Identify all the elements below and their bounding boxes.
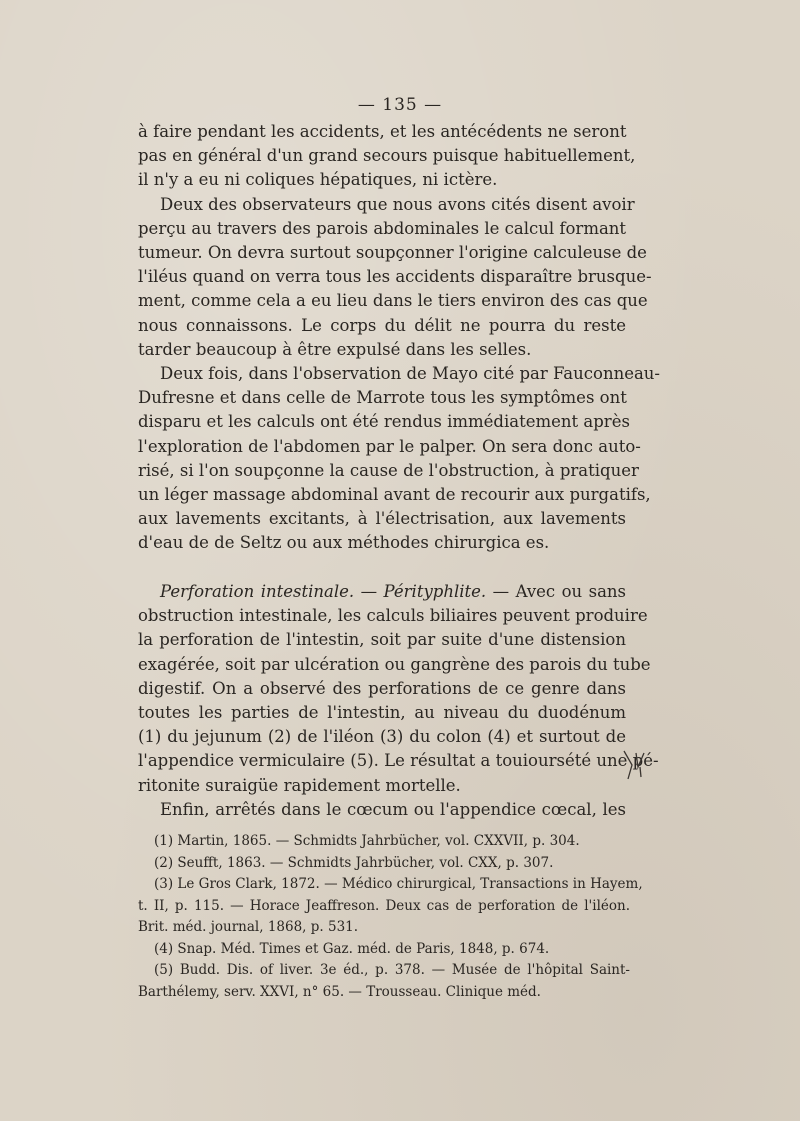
handwritten-margin-mark-icon — [620, 745, 660, 785]
text-line: Dufresne et dans celle de Marrote tous les symptômes ont — [138, 388, 627, 408]
section-heading-line — [138, 580, 626, 604]
text-line: (1) du jejunum (2) de l'iléon (3) du colon (4) et surtout de — [138, 727, 626, 747]
section-perforation — [138, 580, 659, 822]
text-line: digestif. On a observé des perforations de ce genre dans — [138, 678, 626, 698]
footnotes — [138, 831, 643, 1003]
footnote-4: (4) Snap. Méd. Times et Gaz. méd. de Paris, 1848, p. 674. — [154, 940, 550, 957]
footnote-3: (3) Le Gros Clark, 1872. — Médico chirurgical, Transactions in Hayem, — [154, 876, 643, 892]
text-line: la perforation de l'intestin, soit par suite d'une distension — [138, 630, 626, 650]
text-line: obstruction intestinale, les calculs biliaires peuvent produire — [138, 606, 648, 626]
footnote-1: (1) Martin, 1865. — Schmidts Jahrbücher, vol. CXXVII, p. 304. — [154, 833, 580, 849]
text-line: exagérée, soit par ulcération ou gangrène des parois du tube — [138, 654, 651, 674]
text-line: Deux des observateurs que nous avons cités disent avoir — [160, 194, 635, 214]
footnote-3-cont: Brit. méd. journal, 1868, p. 531. — [138, 919, 359, 935]
text-line: il n'y a eu ni coliques hépatiques, ni ictère. — [138, 170, 498, 190]
footnote-5-cont: Barthélemy, serv. XXVI, n° 65. — Trousseau. Clinique méd. — [138, 983, 541, 1000]
text-line: l'iléus quand on verra tous les accidents disparaître brusque- — [138, 267, 652, 287]
text-line: un léger massage abdominal avant de recourir aux purgatifs, — [138, 485, 651, 505]
text-line: ment, comme cela a eu lieu dans le tiers environ des cas que — [138, 291, 648, 311]
text-line: l'exploration de l'abdomen par le palper. On sera donc auto- — [138, 436, 641, 456]
text-line: nous connaissons. Le corps du délit ne pourra du reste — [138, 315, 626, 335]
heading-continuation: — Avec ou sans — [486, 582, 626, 601]
text-line: à faire pendant les accidents, et les antécédents ne seront — [138, 122, 627, 141]
text-line: ritonite suraigüe rapidement mortelle. — [138, 775, 461, 795]
text-line: l'appendice vermiculaire (5). Le résultat a touioursété une pé- — [138, 751, 659, 771]
page-number: — 135 — — [357, 95, 443, 115]
footnote-2: (2) Seufft, 1863. — Schmidts Jahrbücher, vol. CXX, p. 307. — [154, 854, 554, 871]
text-line: tarder beaucoup à être expulsé dans les selles. — [138, 339, 532, 359]
section-heading-perforation: Perforation intestinale. — [160, 582, 355, 601]
text-line: pas en général d'un grand secours puisque habituellement, — [138, 146, 636, 166]
footnote-3-cont: t. II, p. 115. — Horace Jeaffreson. Deux cas de perforation de l'iléon. — [138, 897, 630, 914]
text-line: toutes les parties de l'intestin, au niveau du duodénum — [138, 703, 626, 723]
text-line: Deux fois, dans l'observation de Mayo cité par Fauconneau- — [160, 364, 661, 384]
text-line: disparu et les calculs ont été rendus immédiatement après — [138, 412, 630, 432]
body-text — [138, 120, 661, 556]
section-heading-perityphlite: Pérityphlite. — [383, 582, 487, 601]
text-line: perçu au travers des parois abdominales le calcul formant — [138, 218, 627, 238]
text-line: Enfin, arrêtés dans le cœcum ou l'appendice cœcal, les — [160, 799, 626, 819]
footnote-5: (5) Budd. Dis. of liver. 3e éd., p. 378. — Musée de l'hôpital Saint- — [154, 962, 630, 978]
heading-separator: — — [354, 582, 384, 601]
text-line: d'eau de de Seltz ou aux méthodes chirurgica es. — [138, 533, 550, 553]
text-line: risé, si l'on soupçonne la cause de l'obstruction, à pratiquer — [138, 460, 639, 480]
text-line: tumeur. On devra surtout soupçonner l'origine calculeuse de — [138, 243, 647, 263]
text-line: aux lavements excitants, à l'électrisation, aux lavements — [138, 509, 626, 529]
